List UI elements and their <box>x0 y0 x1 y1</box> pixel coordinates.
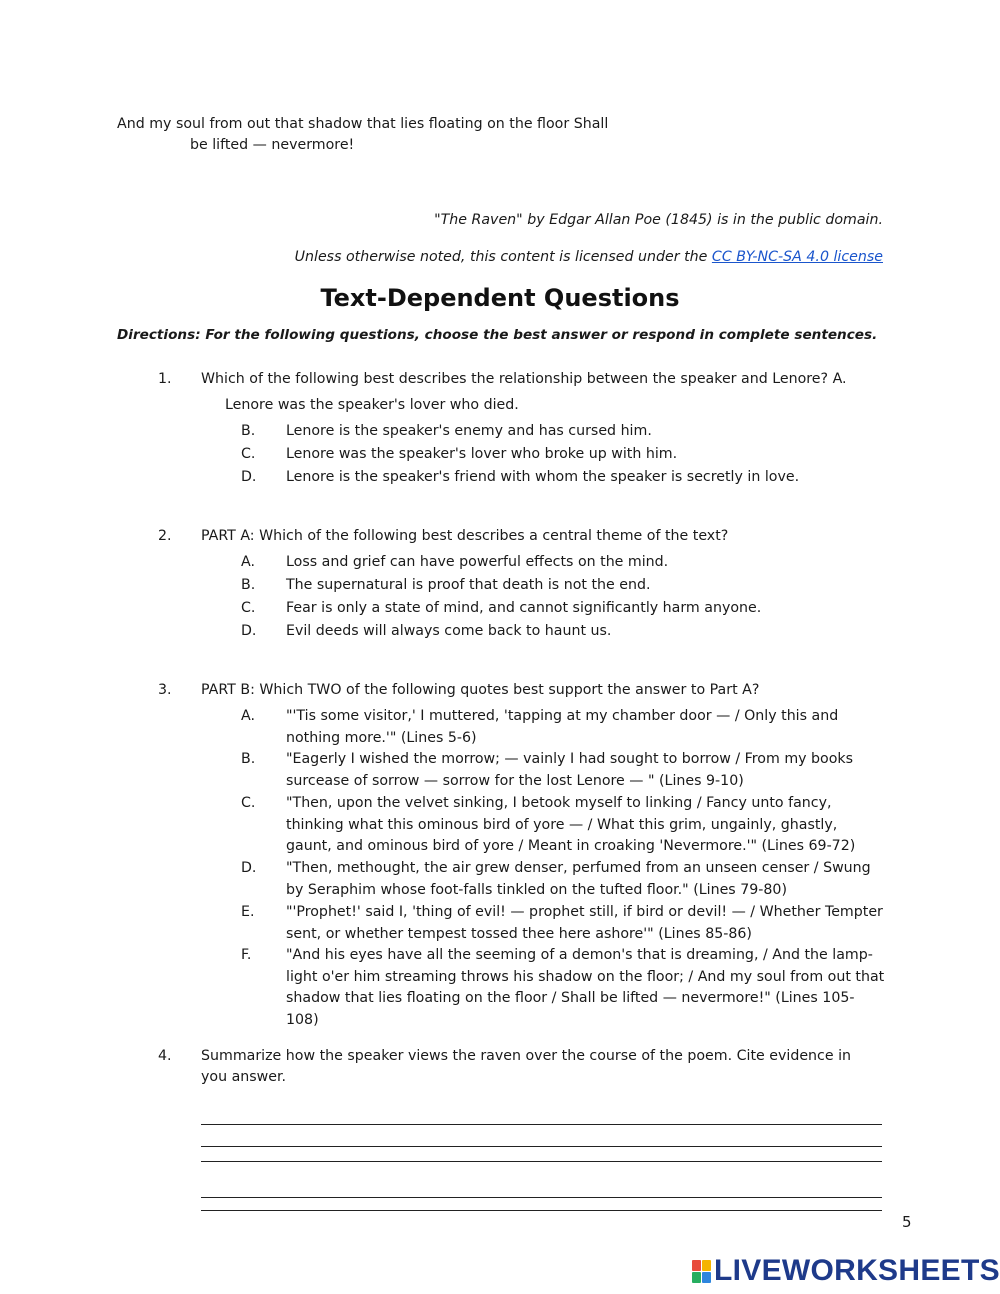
page-number: 5 <box>902 1213 912 1231</box>
question-number: 1. <box>158 371 172 387</box>
option-letter[interactable]: F. <box>241 947 252 963</box>
option-text[interactable]: "Then, upon the velvet sinking, I betook myself to linking / Fancy unto fancy, thinking what this ominous bird of yore — / What this grim, ungainly, ghastly, gaunt, and ominous bird of yore / Meant in croaking 'Nevermore.'" (Lines 69-72) <box>286 795 856 854</box>
option-text[interactable]: Evil deeds will always come back to haunt us. <box>286 623 612 639</box>
question-number: 2. <box>158 528 172 544</box>
option-letter[interactable]: D. <box>241 623 257 639</box>
option-text[interactable]: "Then, methought, the air grew denser, perfumed from an unseen censer / Swung by Seraphim whose foot-falls tinkled on the tufted floor." (Lines 79-80) <box>286 860 871 898</box>
page-title: Text-Dependent Questions <box>320 284 680 312</box>
option-letter[interactable]: C. <box>241 446 256 462</box>
option-letter[interactable]: A. <box>241 708 255 724</box>
answer-line[interactable] <box>201 1210 882 1211</box>
answer-line[interactable] <box>201 1197 882 1198</box>
option-letter[interactable]: A. <box>241 554 255 570</box>
option-letter[interactable]: B. <box>241 423 256 439</box>
option-letter[interactable]: C. <box>241 795 256 811</box>
directions: Directions: For the following questions, choose the best answer or respond in complete sentences. <box>117 327 878 343</box>
question-text-continuation: Lenore was the speaker's lover who died. <box>225 397 519 413</box>
option-letter[interactable]: D. <box>241 860 257 876</box>
license-link[interactable]: CC BY-NC-SA 4.0 license <box>711 249 883 265</box>
question-text: PART B: Which TWO of the following quotes best support the answer to Part A? <box>201 682 760 698</box>
option-letter[interactable]: D. <box>241 469 257 485</box>
license-notice <box>295 249 883 265</box>
option-text[interactable]: "Eagerly I wished the morrow; — vainly I had sought to borrow / From my books surcease of sorrow — sorrow for the lost Lenore — " (Lines 9-10) <box>286 751 854 789</box>
answer-line[interactable] <box>201 1146 882 1147</box>
option-letter[interactable]: E. <box>241 904 255 920</box>
answer-line[interactable] <box>201 1124 882 1125</box>
option-text[interactable]: "And his eyes have all the seeming of a demon's that is dreaming, / And the lamp-light o'er him streaming throws his shadow on the floor; / And my soul from out that shadow that lies floating on the floor / Shall be lifted — nevermore!" (Lines 105-108) <box>286 947 885 1028</box>
option-text[interactable]: Lenore was the speaker's lover who broke up with him. <box>286 446 678 462</box>
option-text[interactable]: Fear is only a state of mind, and cannot significantly harm anyone. <box>286 600 762 616</box>
option-text[interactable]: "'Prophet!' said I, 'thing of evil! — prophet still, if bird or devil! — / Whether Tempter sent, or whether tempest tossed thee here ashore'" (Lines 85-86) <box>286 904 883 942</box>
question-text: Which of the following best describes the relationship between the speaker and Lenore? A. <box>201 371 847 387</box>
option-letter[interactable]: B. <box>241 751 256 767</box>
license-prefix: Unless otherwise noted, this content is licensed under the <box>294 249 712 265</box>
option-letter[interactable]: C. <box>241 600 256 616</box>
liveworksheets-logo-icon <box>692 1260 711 1283</box>
poem-line-1: And my soul from out that shadow that lies floating on the floor Shall <box>117 116 609 132</box>
question-text: PART A: Which of the following best describes a central theme of the text? <box>201 528 729 544</box>
option-text[interactable]: "'Tis some visitor,' I muttered, 'tapping at my chamber door — / Only this and nothing more.'" (Lines 5-6) <box>286 708 839 746</box>
liveworksheets-logo[interactable] <box>692 1254 1000 1288</box>
brand-name: LIVEWORKSHEETS <box>714 1254 1000 1287</box>
option-text[interactable]: The supernatural is proof that death is not the end. <box>286 577 651 593</box>
option-text[interactable]: Loss and grief can have powerful effects on the mind. <box>286 554 669 570</box>
question-number: 4. <box>158 1048 172 1064</box>
poem-line-2: be lifted — nevermore! <box>190 137 355 153</box>
question-text: Summarize how the speaker views the raven over the course of the poem. Cite evidence in you answer. <box>201 1048 852 1085</box>
option-text[interactable]: Lenore is the speaker's friend with whom the speaker is secretly in love. <box>286 469 800 485</box>
option-text[interactable]: Lenore is the speaker's enemy and has cursed him. <box>286 423 652 439</box>
source-credit: "The Raven" by Edgar Allan Poe (1845) is in the public domain. <box>434 212 883 228</box>
question-number: 3. <box>158 682 172 698</box>
option-letter[interactable]: B. <box>241 577 256 593</box>
answer-line[interactable] <box>201 1161 882 1162</box>
